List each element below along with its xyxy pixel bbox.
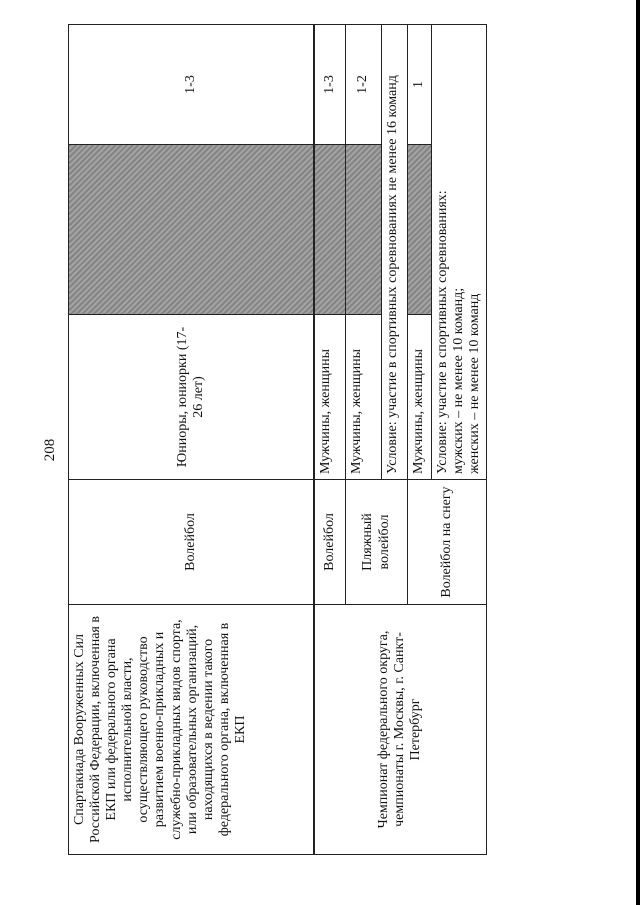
condition-line: женских – не менее 10 команд (467, 293, 483, 474)
sport-cell: Волейбол на снегу (408, 480, 487, 605)
category-cell: Мужчины, женщины (346, 315, 382, 480)
category-cell: Мужчины, женщины (314, 315, 346, 480)
condition-cell (432, 25, 487, 480)
shaded-cell (314, 145, 346, 315)
places-cell: 1-2 (346, 25, 382, 145)
condition-line: мужских – не менее 10 команд; (451, 287, 467, 474)
sport-cell: Волейбол (69, 480, 314, 605)
category-cell: Мужчины, женщины (408, 315, 432, 480)
condition-cell: Условие: участие в спортивных соревнованиях не менее 16 команд (382, 25, 408, 480)
event-cell: Спартакиада Вооруженных Сил Российской Федерации, включенная в ЕКП или федерального органа исполнительной власти, осуществляющего руководство развитием военно-прикладных и служебно-прикладных видов спорта, или образовательных организаций, находящихся в ведении такого федерального органа, включенная в ЕКП (69, 605, 314, 855)
shaded-cell (408, 145, 432, 315)
table-row (69, 25, 314, 855)
category-cell: Юниоры, юниорки (17-26 лет) (69, 315, 314, 480)
sport-cell: Пляжный волейбол (346, 480, 408, 605)
sport-cell: Волейбол (314, 480, 346, 605)
condition-line: Условие: участие в спортивных соревнованиях: (435, 190, 450, 474)
event-cell: Чемпионат федерального округа, чемпионаты г. Москвы, г. Санкт-Петербург (314, 605, 487, 855)
places-cell: 1 (408, 25, 432, 145)
page-number: 208 (42, 438, 58, 462)
shaded-cell (346, 145, 382, 315)
shaded-cell (69, 145, 314, 315)
sports-table-rotated (68, 25, 483, 855)
places-cell: 1-3 (69, 25, 314, 145)
scan-edge (636, 0, 640, 905)
table-row (314, 25, 346, 855)
sports-table (68, 24, 487, 855)
places-cell: 1-3 (314, 25, 346, 145)
